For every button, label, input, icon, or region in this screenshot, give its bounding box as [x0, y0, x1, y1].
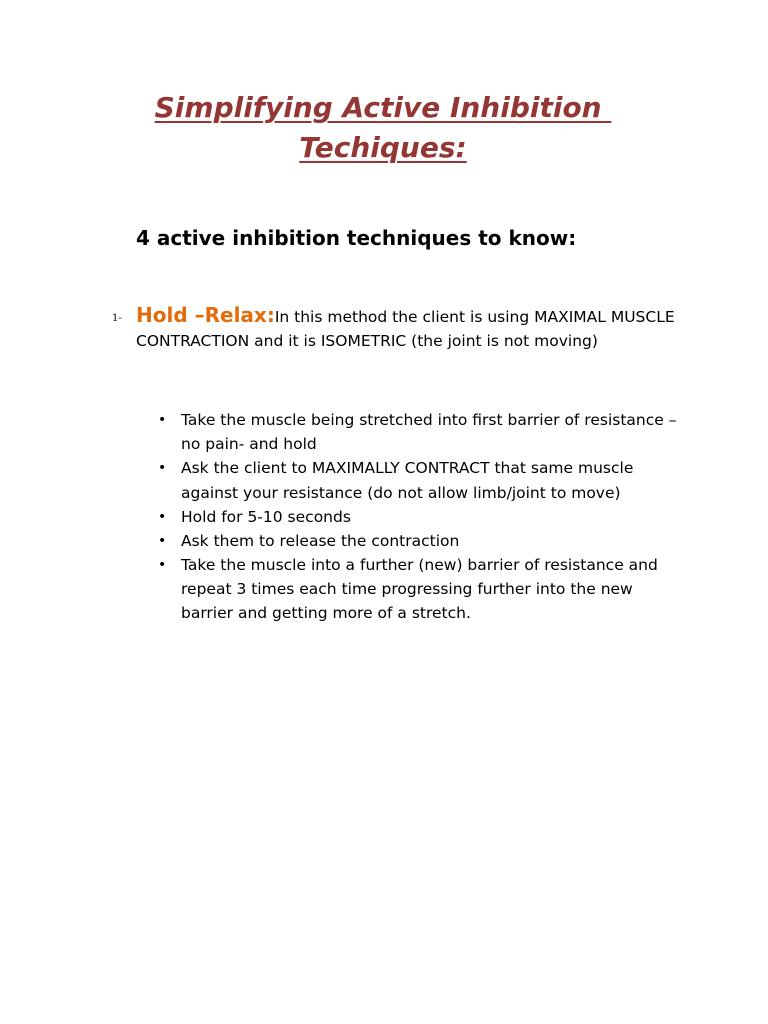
document-title-line-1 — [100, 88, 666, 128]
item-description: In this method the client is using MAXIMAL MUSCLE CONTRACTION and it is ISOMETRIC (the joint is not moving) — [136, 308, 675, 350]
document-title-line-2 — [100, 128, 666, 168]
technique-item-1 — [112, 303, 684, 353]
list-item-text: Take the muscle being stretched into first barrier of resistance –no pain- and hold — [181, 411, 677, 453]
list-item — [158, 529, 678, 553]
bullet-icon: • — [158, 412, 167, 428]
list-item — [158, 408, 678, 456]
list-item-text: Hold for 5-10 seconds — [181, 508, 351, 526]
list-item-text: Ask the client to MAXIMALLY CONTRACT that same muscle against your resistance (do not allow limb/joint to move) — [181, 459, 634, 502]
bullet-icon: • — [158, 460, 167, 476]
title-trailing-space — [602, 91, 612, 124]
title-text-1: Simplifying Active Inhibition — [154, 91, 602, 124]
list-item-text: Ask them to release the contraction — [181, 532, 460, 550]
title-text-2: Techiques: — [299, 131, 467, 164]
technique-steps-list — [158, 408, 678, 625]
section-subheading: 4 active inhibition techniques to know: — [136, 226, 577, 250]
bullet-icon: • — [158, 509, 167, 525]
bullet-icon: • — [158, 557, 167, 573]
list-item-text: Take the muscle into a further (new) barrier of resistance and repeat 3 times each time progressing further into the new barrier and getting more of a stretch. — [181, 556, 658, 622]
list-item — [158, 456, 678, 505]
bullet-icon: • — [158, 533, 167, 549]
item-term: Hold –Relax: — [136, 303, 275, 327]
item-number: 1- — [112, 313, 122, 324]
list-item — [158, 505, 678, 529]
list-item — [158, 553, 678, 625]
